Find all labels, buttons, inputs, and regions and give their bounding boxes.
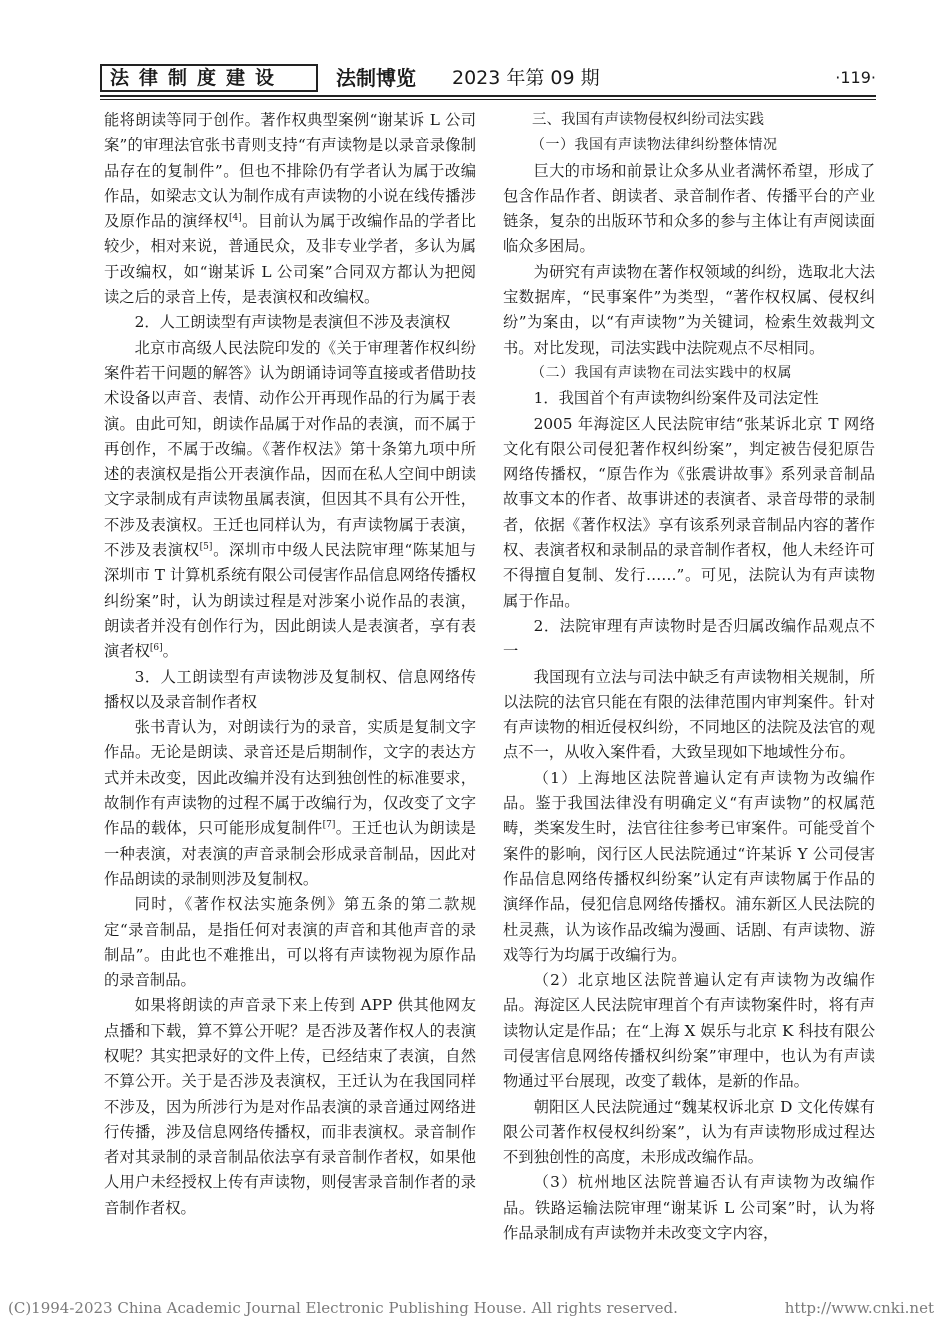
paragraph-text: 巨大的市场和前景让众多从业者满怀希望，形成了包含作品作者、朗读者、录音制作者、传播平台的产业链条，复杂的出版环节和众多的参与主体让有声阅读面临众多困局。: [503, 161, 875, 256]
paragraph-text: 如果将朗读的声音录下来上传到 APP 供其他网友点播和下载，算不算公开呢？是否涉及著作权人的表演权呢？其实把录好的文件上传，已经结束了表演，自然不算公开。关于是否涉及表演权，王迁认为在我国同样不涉及，因为所涉行为是对作品表演的录音通过网络进行传播，涉及信息网络传播权，而非表演权。录音制作者对其录制的录音制品依法享有录音制作者权，如果他人用户未经授权上传有声读物，则侵害录音制作者的录音制作者权。: [104, 996, 476, 1217]
paragraph: [503, 159, 875, 260]
paragraph-continued: [104, 108, 476, 310]
citation-ref: [7]: [322, 820, 336, 831]
paragraph-text: 。王迁也认为朗读是一种表演，对表演的声音录制会形成录音制品，因此对作品朗读的录制则涉及复制权。: [104, 819, 476, 888]
paragraph: [503, 968, 875, 1094]
running-header: [100, 64, 876, 98]
magazine-name: 法制博览: [336, 66, 416, 90]
paragraph-text: 能将朗读等同于创作。著作权典型案例“谢某诉 L 公司案”的审理法官张书青则支持“有声读物是以录音录像制品存在的复制件”。但也不排除仍有学者认为属于改编作品，如梁志文认为制作成有声读物的小说在线传播涉及原作品的演绎权: [104, 111, 476, 231]
paragraph-text: 3．人工朗读型有声读物涉及复制权、信息网络传播权以及录音制作者权: [104, 667, 476, 711]
header-rule: [100, 95, 876, 97]
paragraph-text: 。深圳市中级人民法院审理“陈某旭与深圳市 T 计算机系统有限公司侵害作品信息网络传播权纠纷案”时，认为朗读过程是对涉案小说作品的表演，朗读者并没有创作行为，因此朗读人是表演者，享有表演者权: [104, 541, 476, 661]
subheading: [503, 133, 875, 158]
paragraph-text: （3）杭州地区法院普遍否认有声读物为改编作品。铁路运输法院审理“谢某诉 L 公司案”时，认为将作品录制成有声读物并未改变文字内容，: [503, 1173, 875, 1243]
paragraph-text: 。: [162, 642, 178, 661]
paragraph: [503, 1095, 875, 1171]
paragraph-text: 2．人工朗读型有声读物是表演但不涉及表演权: [134, 313, 451, 332]
subsection-heading: [503, 614, 875, 665]
paragraph: [503, 766, 875, 968]
paragraph-text: （一）我国有声读物法律纠纷整体情况: [531, 137, 778, 154]
paragraph-text: 三、我国有声读物侵权纠纷司法实践: [532, 112, 764, 128]
section-heading: [503, 108, 875, 133]
paragraph: [104, 336, 476, 665]
paragraph: [104, 715, 476, 892]
page-number: ·119·: [835, 68, 876, 87]
subsection-heading: [503, 386, 875, 411]
footer-link[interactable]: http://www.cnki.net: [784, 1299, 934, 1317]
paragraph: [104, 993, 476, 1221]
subsection-heading: [104, 310, 476, 335]
citation-ref: [4]: [228, 213, 242, 224]
paragraph: [503, 665, 875, 766]
paragraph-text: 2．法院审理有声读物时是否归属改编作品观点不一: [503, 616, 875, 661]
paragraph-text: 2005 年海淀区人民法院审结“张某诉北京 T 网络文化有限公司侵犯著作权纠纷案”，判定被告侵犯原告网络传播权，“原告作为《张震讲故事》系列录音制品故事文本的作者、故事讲述的表演者、录音母带的录制者，依据《著作权法》享有该系列录音制品内容的著作权、表演者权和录制品的录音制作者权，他人未经许可不得擅自复制、发行……”。可见，法院认为有声读物属于作品。: [503, 414, 875, 610]
issue-label: 2023 年第 09 期: [452, 67, 600, 89]
right-column: [503, 108, 875, 1246]
paragraph-text: 我国现有立法与司法中缺乏有声读物相关规制，所以法院的法官只能在有限的法律范围内审判案件。针对有声读物的相近侵权纠纷，不同地区的法院及法官的观点不一，从收入案件看，大致呈现如下地域性分布。: [503, 667, 875, 762]
paragraph-text: （2）北京地区法院普遍认定有声读物为改编作品。海淀区人民法院审理首个有声读物案件时，将有声读物认定是作品；在“上海 X 娱乐与北京 K 科技有限公司侵害信息网络传播权纠纷案”审理中，也认为有声读物通过平台展现，改变了载体，是新的作品。: [503, 971, 875, 1091]
subheading: [503, 361, 875, 386]
citation-ref: [6]: [149, 643, 163, 654]
subsection-heading: [104, 665, 476, 716]
copyright-notice: (C)1994-2023 China Academic Journal Electronic Publishing House. All rights reserved.: [8, 1299, 678, 1317]
paragraph: [104, 892, 476, 993]
paragraph-text: 。目前认为属于改编作品的学者比较少，相对来说，普通民众，及非专业学者，多认为属于改编权，如“谢某诉 L 公司案”合同双方都认为把阅读之后的录音上传，是表演权和改编权。: [104, 212, 476, 307]
paragraph-text: 北京市高级人民法院印发的《关于审理著作权纠纷案件若干问题的解答》认为朗诵诗词等直接或者借助技术设备以声音、表情、动作公开再现作品的行为属于表演。由此可知，朗读作品属于对作品的表演，而不属于再创作，不属于改编。《著作权法》第十条第九项中所述的表演权是指公开表演作品，因而在私人空间中朗读文字录制成有声读物虽属表演，但因其不具有公开性，不涉及表演权。王迁也同样认为，有声读物属于表演，不涉及表演权: [104, 338, 476, 560]
paragraph-text: 同时，《著作权法实施条例》第五条的第二款规定“录音制品，是指任何对表演的声音和其他声音的录制品”。由此也不难推出，可以将有声读物视为原作品的录音制品。: [104, 895, 476, 990]
header-rule-thin: [100, 99, 876, 100]
left-column: [104, 108, 476, 1221]
paragraph: [503, 412, 875, 614]
paragraph-text: 为研究有声读物在著作权领域的纠纷，选取北大法宝数据库，“民事案件”为类型，“著作权权属、侵权纠纷”为案由，以“有声读物”为关键词，检索生效裁判文书。对比发现，司法实践中法院观点不尽相同。: [503, 262, 875, 357]
paragraph: [503, 1170, 875, 1246]
citation-ref: [5]: [199, 541, 213, 552]
paragraph-text: 张书青认为，对朗读行为的录音，实质是复制文字作品。无论是朗读、录音还是后期制作，文字的表达方式并未改变，因此改编并没有达到独创性的标准要求，故制作有声读物的过程不属于改编行为，仅改变了文字作品的载体，只可能形成复制件: [104, 718, 476, 838]
section-title: 法律制度建设: [100, 64, 318, 92]
page-footer: [8, 1296, 942, 1320]
paragraph: [503, 260, 875, 361]
paragraph-text: （二）我国有声读物在司法实践中的权属: [531, 364, 792, 381]
paragraph-text: 朝阳区人民法院通过“魏某权诉北京 D 文化传媒有限公司著作权侵权纠纷案”，认为有声读物形成过程达不到独创性的高度，未形成改编作品。: [503, 1097, 875, 1167]
paragraph-text: （1）上海地区法院普遍认定有声读物为改编作品。鉴于我国法律没有明确定义“有声读物”的权属范畴，类案发生时，法官往往参考已审案件。可能受首个案件的影响，闵行区人民法院通过“许某诉 Y 公司侵害作品信息网络传播权纠纷案”认定有声读物属于作品的演绎作品，侵犯信息网络传播权。浦东新区人民法院的杜灵燕，认为该作品改编为漫画、话剧、有声读物、游戏等行为均属于改编行为。: [503, 768, 875, 964]
paragraph-text: 1．我国首个有声读物纠纷案件及司法定性: [533, 389, 819, 408]
